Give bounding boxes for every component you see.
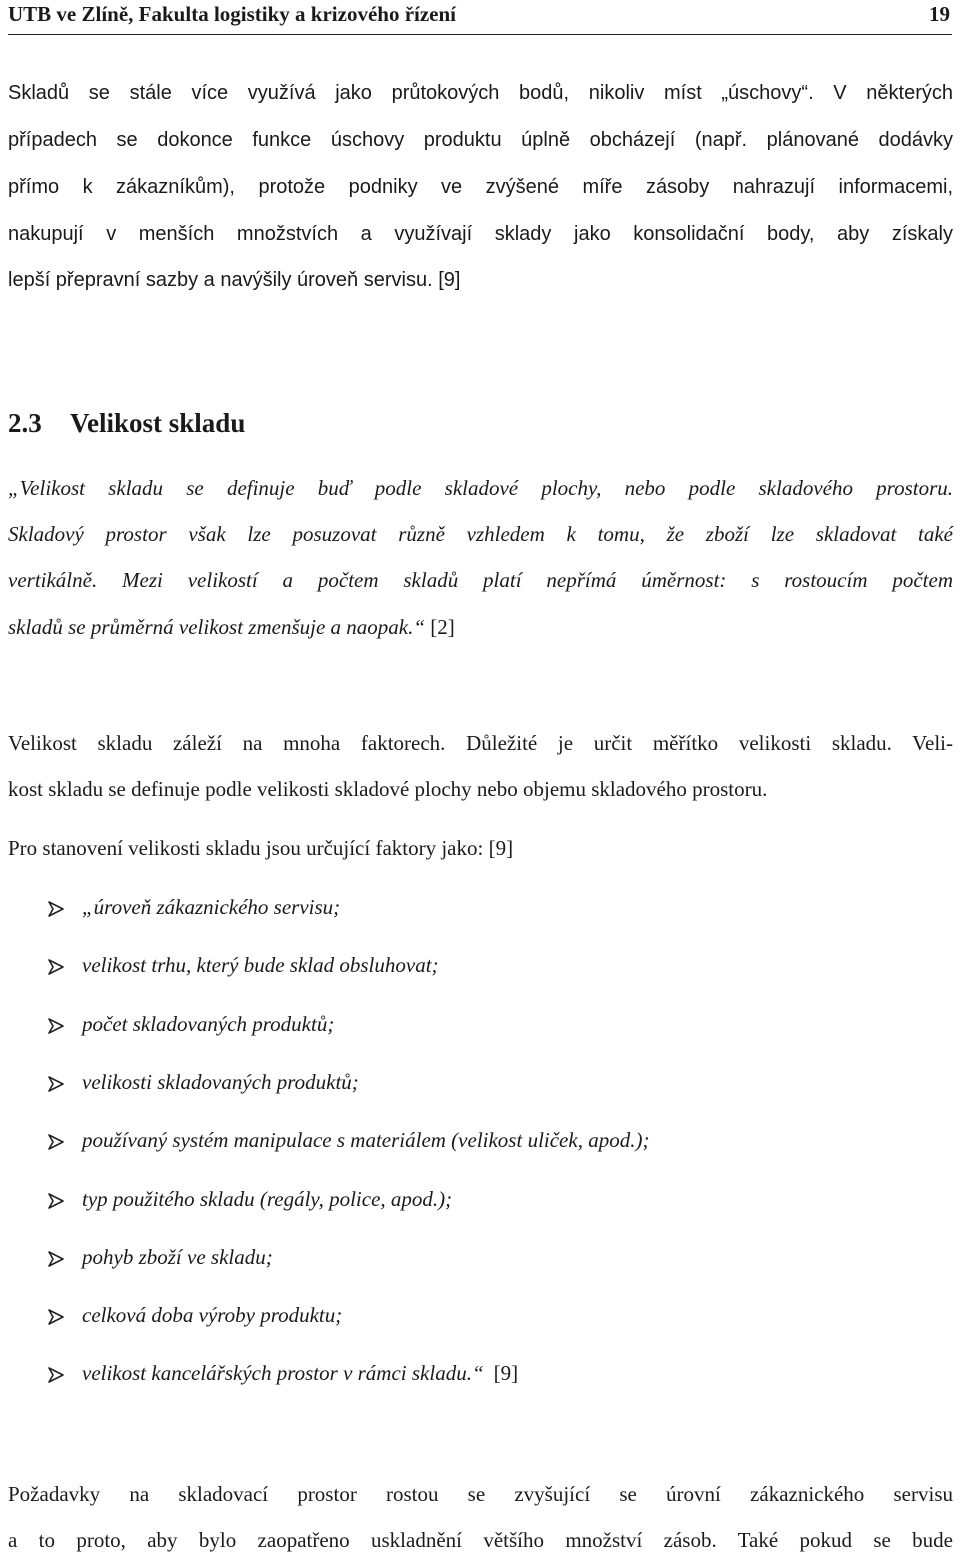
page-number: 19 [929,2,950,26]
quote-line: skladů se průměrná velikost zmenšuje a naopak.“ [8,615,426,639]
closing-line: a to proto, aby bylo zaopatřeno uskladnění většího množství zásob. Také pokud se bude [8,1528,953,1552]
header-title: UTB ve Zlíně, Fakulta logistiky a krizového řízení [8,2,457,26]
arrow-bullet-icon [46,899,76,919]
arrow-bullet-icon [46,1132,76,1152]
factor-text: typ použitého skladu (regály, police, apod.); [82,1187,453,1211]
paragraph-line: Velikost skladu záleží na mnoha faktorech. Důležité je určit měřítko velikosti skladu. Veli- [8,731,953,755]
factor-item [82,1303,342,1328]
factor-text: počet skladovaných produktů; [82,1012,335,1036]
arrow-bullet-icon [46,1191,76,1211]
factor-item [82,1012,334,1037]
intro-line: Skladů se stále více využívá jako průtokových bodů, nikoliv míst „úschovy“. V některých [8,82,953,104]
arrow-bullet-icon [46,1365,76,1385]
factor-text: velikost kancelářských prostor v rámci skladu.“ [82,1361,484,1385]
page-header [8,0,952,35]
factors-reference: [9] [493,1361,519,1385]
factor-item [82,1128,649,1153]
quote-line: „Velikost skladu se definuje buď podle skladové plochy, nebo podle skladového prostoru. [8,476,953,500]
quote-line: Skladový prostor však lze posuzovat různě vzhledem k tomu, že zboží lze skladovat také [8,522,953,546]
quote-line: vertikálně. Mezi velikostí a počtem skladů platí nepřímá úměrnost: s rostoucím počtem [8,568,953,592]
intro-line: případech se dokonce funkce úschovy produktu úplně obcházejí (např. plánované dodávky [8,129,953,151]
intro-line: nakupují v menších množstvích a využívají sklady jako konsolidační body, aby získaly [8,223,953,245]
factor-text: velikost trhu, který bude sklad obsluhovat; [82,953,439,977]
arrow-bullet-icon [46,957,76,977]
intro-line: lepší přepravní sazby a navýšily úroveň servisu. [9] [8,269,461,291]
factor-text: velikosti skladovaných produktů; [82,1070,359,1094]
intro-line: přímo k zákazníkům), protože podniky ve zvýšené míře zásoby nahrazují informacemi, [8,176,953,198]
factor-item [82,1187,452,1212]
arrow-bullet-icon [46,1074,76,1094]
section-title: Velikost skladu [70,408,246,438]
factors-intro: Pro stanovení velikosti skladu jsou určující faktory jako: [9] [8,836,514,860]
section-heading [8,408,245,439]
factor-item [82,953,439,978]
factor-text: „úroveň zákaznického servisu; [82,895,341,919]
factor-text: pohyb zboží ve skladu; [82,1245,273,1269]
factor-item [82,1070,359,1095]
factor-item [82,1361,518,1386]
factor-item [82,895,340,920]
arrow-bullet-icon [46,1249,76,1269]
quote-last-line [8,615,953,640]
quote-reference: [2] [430,615,455,639]
section-number: 2.3 [8,408,42,438]
arrow-bullet-icon [46,1016,76,1036]
factor-item [82,1245,273,1270]
paragraph-line: kost skladu se definuje podle velikosti skladové plochy nebo objemu skladového prostoru. [8,777,768,801]
arrow-bullet-icon [46,1307,76,1327]
factor-text: celková doba výroby produktu; [82,1303,343,1327]
closing-line: Požadavky na skladovací prostor rostou se zvyšující se úrovní zákaznického servisu [8,1482,953,1506]
factor-text: používaný systém manipulace s materiálem (velikost uliček, apod.); [82,1128,650,1152]
